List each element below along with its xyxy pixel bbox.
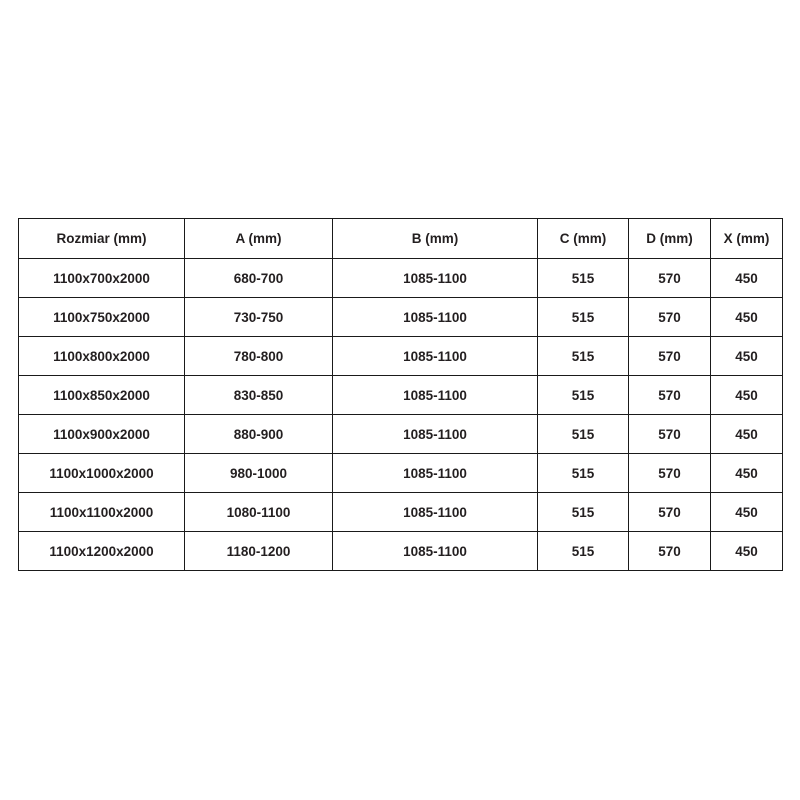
cell-b: 1085-1100 [333,493,538,532]
cell-a: 1180-1200 [185,532,333,571]
table-row [19,415,783,454]
cell-d: 570 [629,493,711,532]
cell-a: 980-1000 [185,454,333,493]
column-header-d: D (mm) [629,219,711,259]
cell-b: 1085-1100 [333,532,538,571]
cell-c: 515 [538,415,629,454]
table-header-row [19,219,783,259]
cell-b: 1085-1100 [333,415,538,454]
table-row [19,376,783,415]
cell-size: 1100x900x2000 [19,415,185,454]
cell-c: 515 [538,454,629,493]
cell-x: 450 [711,415,783,454]
cell-d: 570 [629,298,711,337]
cell-x: 450 [711,532,783,571]
table-row [19,337,783,376]
cell-a: 1080-1100 [185,493,333,532]
cell-size: 1100x850x2000 [19,376,185,415]
size-specification-table-container [18,218,782,571]
cell-c: 515 [538,376,629,415]
cell-b: 1085-1100 [333,337,538,376]
cell-a: 680-700 [185,259,333,298]
cell-d: 570 [629,532,711,571]
table-row [19,259,783,298]
cell-a: 730-750 [185,298,333,337]
cell-c: 515 [538,298,629,337]
cell-x: 450 [711,298,783,337]
cell-d: 570 [629,454,711,493]
column-header-c: C (mm) [538,219,629,259]
cell-x: 450 [711,454,783,493]
table-row [19,532,783,571]
column-header-rozmiar: Rozmiar (mm) [19,219,185,259]
column-header-x: X (mm) [711,219,783,259]
column-header-b: B (mm) [333,219,538,259]
cell-size: 1100x1100x2000 [19,493,185,532]
cell-c: 515 [538,493,629,532]
cell-size: 1100x1000x2000 [19,454,185,493]
cell-c: 515 [538,337,629,376]
cell-d: 570 [629,337,711,376]
cell-size: 1100x750x2000 [19,298,185,337]
cell-a: 880-900 [185,415,333,454]
table-row [19,298,783,337]
size-specification-table [18,218,783,571]
cell-x: 450 [711,493,783,532]
column-header-a: A (mm) [185,219,333,259]
cell-d: 570 [629,259,711,298]
cell-size: 1100x700x2000 [19,259,185,298]
cell-size: 1100x800x2000 [19,337,185,376]
cell-b: 1085-1100 [333,454,538,493]
cell-b: 1085-1100 [333,298,538,337]
cell-x: 450 [711,376,783,415]
cell-b: 1085-1100 [333,259,538,298]
cell-c: 515 [538,259,629,298]
cell-x: 450 [711,337,783,376]
table-row [19,454,783,493]
cell-x: 450 [711,259,783,298]
cell-a: 780-800 [185,337,333,376]
cell-b: 1085-1100 [333,376,538,415]
cell-d: 570 [629,376,711,415]
cell-d: 570 [629,415,711,454]
cell-c: 515 [538,532,629,571]
cell-a: 830-850 [185,376,333,415]
table-row [19,493,783,532]
cell-size: 1100x1200x2000 [19,532,185,571]
